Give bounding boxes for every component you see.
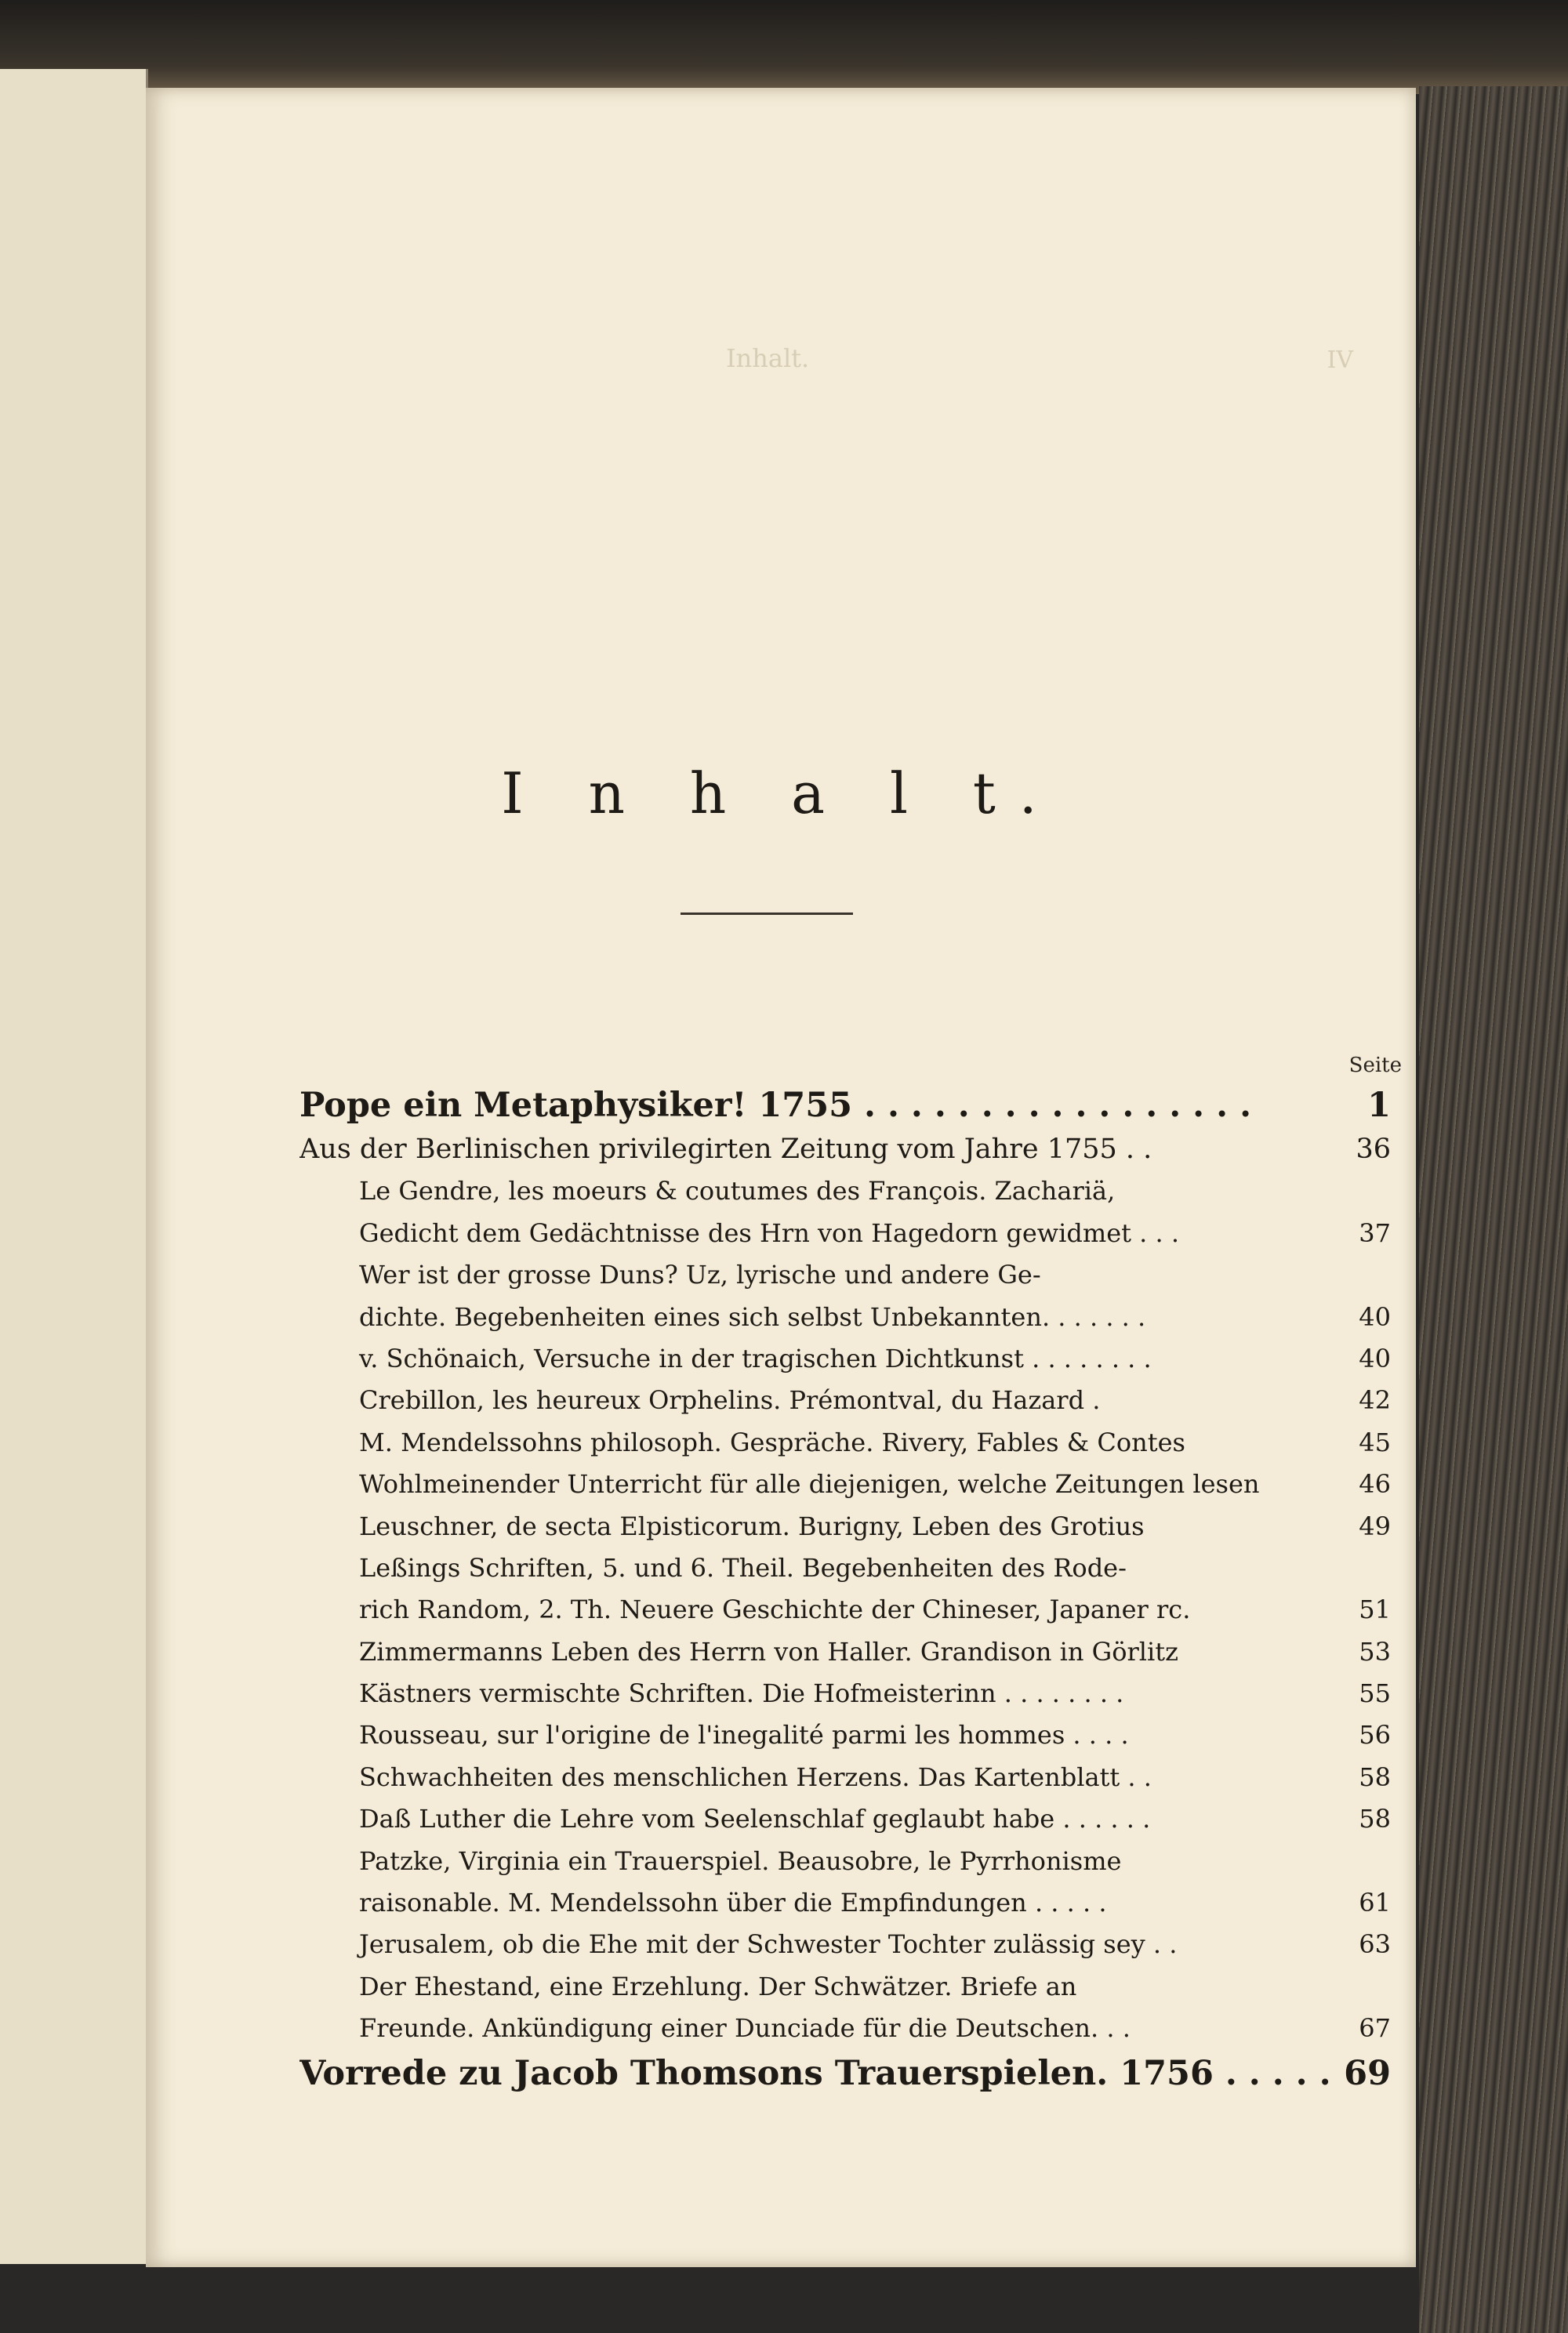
toc-entry-title: Jerusalem, ob die Ehe mit der Schwester Tochter zulässig sey . . (359, 1929, 1178, 1960)
toc-entry-title: Freunde. Ankündigung einer Dunciade für die Deutschen. . . (359, 2013, 1131, 2044)
toc-entry (299, 1966, 1391, 2008)
toc-entry (299, 1082, 1391, 1129)
toc-entry-title: Leßings Schriften, 5. und 6. Theil. Begebenheiten des Rode- (359, 1552, 1127, 1583)
toc-entry-title: Rousseau, sur l'origine de l'inegalité parmi les hommes . . . . (359, 1720, 1129, 1751)
toc-entry (299, 1129, 1391, 1170)
toc-entry (299, 1714, 1391, 1756)
toc-entry-title: Vorrede zu Jacob Thomsons Trauerspielen. 1756 . . . . . (299, 2053, 1331, 2093)
toc-entry (299, 1254, 1391, 1296)
toc-entry-title: Der Ehestand, eine Erzehlung. Der Schwätzer. Briefe an (359, 1971, 1077, 2001)
toc-entry (299, 2008, 1391, 2049)
toc-entry (299, 1170, 1391, 1212)
toc-entry (299, 1673, 1391, 1714)
toc-entry (299, 1757, 1391, 1798)
toc-entry-title: dichte. Begebenheiten eines sich selbst Unbekannten. . . . . . . (359, 1301, 1146, 1332)
book-page (146, 88, 1416, 2267)
toc-entry-title: Wohlmeinender Unterricht für alle diejenigen, welche Zeitungen lesen (359, 1469, 1260, 1500)
toc-entry (299, 1338, 1391, 1380)
toc-entry-page-number: 58 (1359, 1804, 1391, 1834)
toc-entry-page-number: 42 (1359, 1385, 1391, 1416)
toc-entry (299, 1422, 1391, 1464)
toc-entry-title: Wer ist der grosse Duns? Uz, lyrische und andere Ge- (359, 1260, 1041, 1290)
toc-entry (299, 2050, 1391, 2097)
toc-entry-title: v. Schönaich, Versuche in der tragischen Dichtkunst . . . . . . . . (359, 1343, 1152, 1373)
toc-entry (299, 1547, 1391, 1589)
toc-entry-title: rich Random, 2. Th. Neuere Geschichte der Chineser, Japaner rc. (359, 1595, 1191, 1625)
bleed-through-page-number: IV (1327, 347, 1353, 374)
toc-entry-page-number: 45 (1359, 1427, 1391, 1457)
seite-column-label: Seite (1348, 1054, 1402, 1077)
toc-entry (299, 1506, 1391, 1547)
toc-entry-title: M. Mendelssohns philosoph. Gespräche. Rivery, Fables & Contes (359, 1427, 1185, 1457)
toc-entry-title: Leuschner, de secta Elpisticorum. Burigny, Leben des Grotius (359, 1511, 1145, 1541)
toc-entry (299, 1798, 1391, 1840)
toc-entry (299, 1589, 1391, 1631)
table-of-contents (299, 1082, 1391, 2097)
toc-entry (299, 1213, 1391, 1254)
toc-entry-page-number: 53 (1359, 1636, 1391, 1667)
toc-entry-page-number: 69 (1344, 2053, 1391, 2093)
book-binding (0, 0, 1568, 94)
toc-entry-page-number: 46 (1359, 1469, 1391, 1500)
toc-entry-title: Zimmermanns Leben des Herrn von Haller. Grandison in Görlitz (359, 1636, 1178, 1667)
title-rule (681, 913, 853, 915)
bleed-through-header: Inhalt. (726, 343, 810, 373)
toc-entry-page-number: 58 (1359, 1762, 1391, 1792)
toc-entry-title: Crebillon, les heureux Orphelins. Prémontval, du Hazard . (359, 1385, 1101, 1416)
toc-entry-page-number: 40 (1359, 1301, 1391, 1332)
toc-entry (299, 1380, 1391, 1421)
toc-entry-page-number: 49 (1359, 1511, 1391, 1541)
toc-entry-title: Schwachheiten des menschlichen Herzens. Das Kartenblatt . . (359, 1762, 1152, 1792)
left-page-edge (0, 69, 148, 2264)
toc-entry-title: Daß Luther die Lehre vom Seelenschlaf geglaubt habe . . . . . . (359, 1804, 1151, 1834)
toc-entry (299, 1924, 1391, 1965)
toc-entry-page-number: 61 (1359, 1888, 1391, 1918)
toc-entry-title: Kästners vermischte Schriften. Die Hofmeisterinn . . . . . . . . (359, 1678, 1124, 1709)
toc-entry (299, 1841, 1391, 1882)
book-cover-edge (1419, 86, 1568, 2333)
toc-entry-page-number: 40 (1359, 1343, 1391, 1373)
toc-entry-title: Aus der Berlinischen privilegirten Zeitung vom Jahre 1755 . . (299, 1134, 1152, 1165)
toc-entry-page-number: 1 (1367, 1086, 1391, 1125)
toc-entry-title: Le Gendre, les moeurs & coutumes des François. Zachariä, (359, 1176, 1116, 1206)
toc-entry-page-number: 55 (1359, 1678, 1391, 1709)
toc-entry-page-number: 67 (1359, 2013, 1391, 2044)
toc-entry-title: Gedicht dem Gedächtnisse des Hrn von Hagedorn gewidmet . . . (359, 1217, 1180, 1248)
toc-entry (299, 1464, 1391, 1505)
toc-entry (299, 1882, 1391, 1924)
toc-entry-page-number: 51 (1359, 1595, 1391, 1625)
toc-entry-title: Pope ein Metaphysiker! 1755 . . . . . . . . . . . . . . . . . (299, 1086, 1252, 1125)
toc-entry (299, 1631, 1391, 1673)
toc-entry-page-number: 56 (1359, 1720, 1391, 1751)
page-title: I n h a l t. (501, 760, 1061, 826)
toc-entry-page-number: 63 (1359, 1929, 1391, 1960)
toc-entry (299, 1297, 1391, 1338)
toc-entry-title: raisonable. M. Mendelssohn über die Empfindungen . . . . . (359, 1888, 1107, 1918)
toc-entry-title: Patzke, Virginia ein Trauerspiel. Beausobre, le Pyrrhonisme (359, 1845, 1122, 1876)
toc-entry-page-number: 36 (1356, 1134, 1391, 1165)
toc-entry-page-number: 37 (1359, 1217, 1391, 1248)
